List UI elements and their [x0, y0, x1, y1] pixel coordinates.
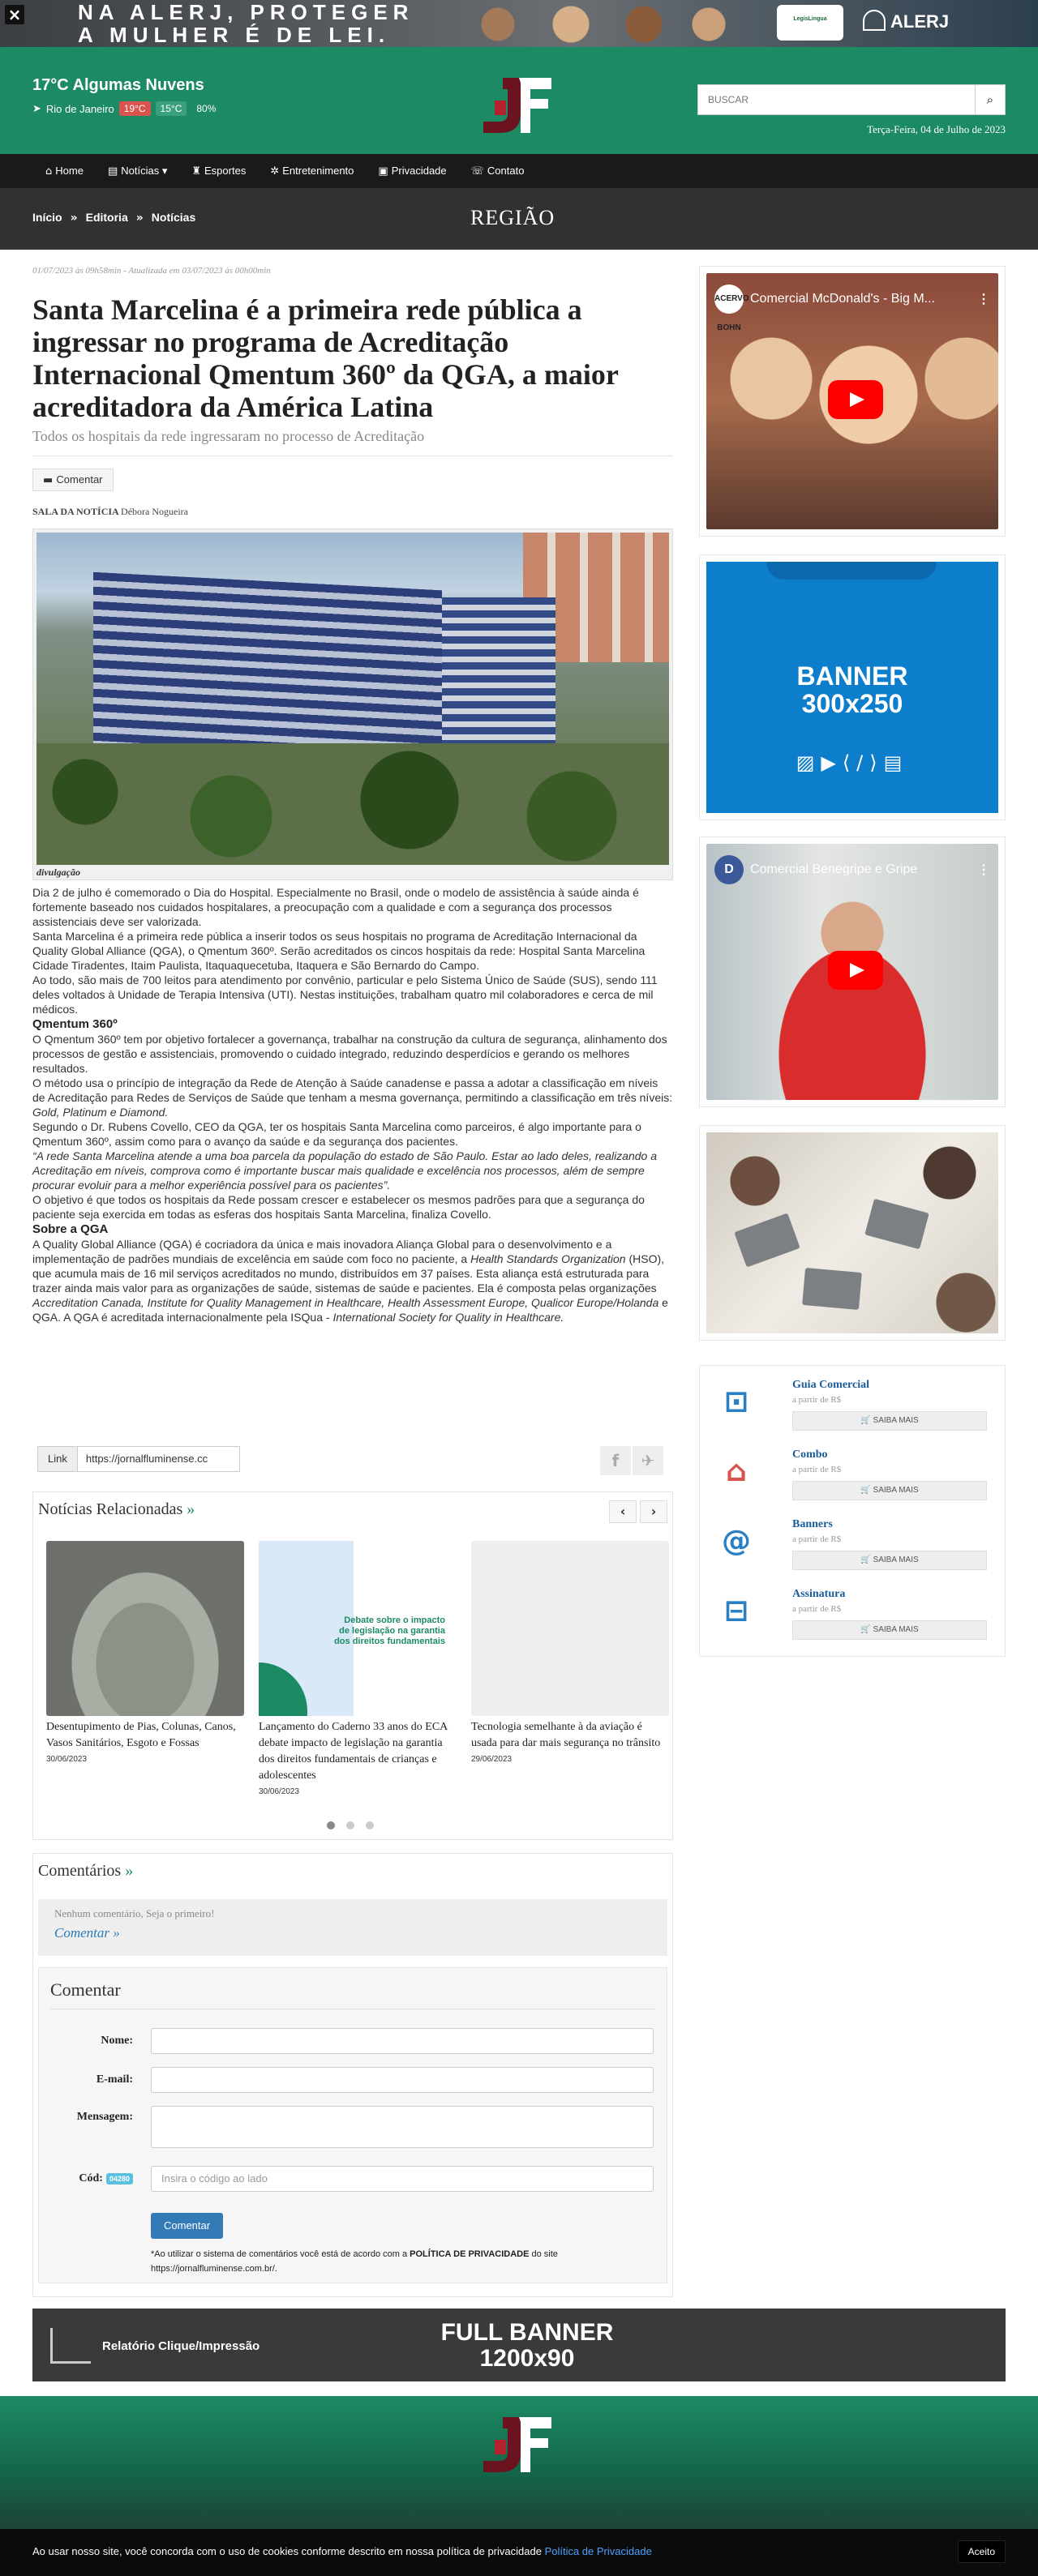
alerj-logo: ALERJ	[863, 10, 949, 32]
service-price: a partir de R$	[792, 1465, 842, 1474]
article-subheading: Sobre a QGA	[32, 1222, 109, 1236]
saiba-mais-button[interactable]: 🛒 SAIBA MAIS	[792, 1551, 987, 1570]
related-date: 30/06/2023	[46, 1755, 88, 1764]
browser-icon: ⊟	[723, 1594, 749, 1628]
top-ad-line1: NA ALERJ, PROTEGER	[78, 0, 414, 24]
cookie-banner	[0, 2529, 1038, 2576]
full-banner-text: FULL BANNER 1200x90	[440, 2319, 614, 2372]
service-price: a partir de R$	[792, 1395, 842, 1405]
article-paragraph: Ao todo, são mais de 700 leitos para atendimento por convênio, particular e pelo Sistema Único de Saúde (SUS), sendo 111 deles voltados à Unidade de Terapia Intensiva (UTI). Nestas instituições, trabalham quatro mil colaboradores e cerca de mil médicos.	[32, 973, 658, 1016]
submit-comment-button[interactable]: Comentar	[151, 2213, 223, 2239]
sidebar-image	[699, 1125, 1006, 1341]
comments-section	[32, 1853, 673, 2297]
chevron-right-icon: »	[70, 212, 78, 225]
carousel-dot[interactable]	[366, 1821, 374, 1829]
weather-city: Rio de Janeiro	[45, 102, 114, 115]
name-label: Nome:	[101, 2035, 133, 2047]
nav-home[interactable]: ⌂ Home	[45, 165, 84, 178]
section-title: REGIÃO	[470, 206, 555, 229]
article-quote: “A rede Santa Marcelina atende a uma boa parcela da população do estado de São Paulo. Estar ao lado deles, realizando a Acreditação em níveis, comprova como é importante buscar mais qualidade e excelência nos processos, além de sempre procurar evoluir para a melhor experiência possível para os pacientes”.	[32, 1149, 658, 1192]
close-icon[interactable]: ×	[5, 5, 24, 24]
service-price: a partir de R$	[792, 1604, 842, 1614]
service-price: a partir de R$	[792, 1534, 842, 1544]
chevron-right-icon: »	[135, 212, 144, 225]
article-headline: Santa Marcelina é a primeira rede pública a ingressar no programa de Acreditação Internacional Qmentum 360º da QGA, a maior acreditadora da América Latina	[32, 293, 619, 423]
article-paragraph: Dia 2 de julho é comemorado o Dia do Hospital. Especialmente no Brasil, onde o modelo de assistência à saúde ainda é fortemente baseado nos cuidados hospitalares, a preocupação com a qualidade e com a segurança dos processos assistenciais deve ser valorizada.	[32, 886, 639, 928]
related-title-text: Tecnologia semelhante à da aviação é usada para dar mais segurança no trânsito	[471, 1721, 661, 1749]
service-name[interactable]: Guia Comercial	[792, 1379, 870, 1391]
service-item[interactable]	[708, 1513, 997, 1575]
top-ad-badge: LegisLingua	[777, 5, 843, 41]
related-image	[259, 1541, 457, 1716]
no-comments-box	[38, 1899, 667, 1956]
banner-tab	[766, 562, 937, 580]
top-ad-line2: A MULHER É DE LEI.	[78, 23, 391, 47]
video-player[interactable]	[706, 273, 998, 529]
carousel-dots	[327, 1821, 374, 1829]
video-title: Comercial McDonald's - Big M...	[750, 292, 935, 306]
sidebar-services	[699, 1365, 1006, 1657]
main-nav	[0, 154, 1038, 188]
top-ad-banner[interactable]	[0, 0, 1038, 47]
related-title-text: Desentupimento de Pias, Colunas, Canos, Vasos Sanitários, Esgoto e Fossas	[46, 1721, 236, 1749]
service-name[interactable]: Banners	[792, 1518, 833, 1530]
weather-humidity: 80%	[191, 101, 221, 116]
media-icons: ▨▶⟨/⟩▤	[796, 751, 909, 774]
channel-avatar: D	[714, 855, 744, 884]
permalink-url[interactable]: https://jornalfluminense.cc	[78, 1446, 240, 1472]
search-bar	[697, 84, 1006, 115]
cookie-text: Ao usar nosso site, você concorda com o uso de cookies conforme descrito em nossa política de privacidade Política de Privacidade	[32, 2545, 652, 2557]
play-icon[interactable]	[828, 380, 883, 419]
footer-logo[interactable]	[478, 2412, 555, 2475]
comment-icon: ▬	[43, 474, 57, 486]
permalink-label: Link	[37, 1446, 78, 1472]
photo-caption: divulgação	[36, 867, 80, 878]
comment-form	[38, 1967, 667, 2283]
channel-avatar: ACERVO BOHN	[714, 285, 744, 314]
more-vert-icon[interactable]: ⋮	[977, 293, 990, 306]
section-bar	[0, 188, 1038, 250]
article-meta: 01/07/2023 às 09h58min - Atualizada em 03/07/2023 às 00h00min	[32, 266, 271, 276]
breadcrumb-editoria[interactable]: Editoria	[85, 211, 128, 224]
more-vert-icon[interactable]: ⋮	[977, 863, 990, 877]
article-byline: SALA DA NOTÍCIA Débora Nogueira	[32, 506, 188, 517]
comment-link[interactable]: Comentar »	[54, 1925, 120, 1941]
sidebar-banner	[699, 554, 1006, 820]
related-item[interactable]	[259, 1541, 457, 1796]
phone-icon: ☏	[470, 165, 484, 178]
article-paragraph: A Quality Global Alliance (QGA) é cocriadora da única e mais inovadora Aliança Global para o desenvolvimento e a implementação de padrões mundiais de excelência em saúde com foco no paciente, a Health Standards Organization (HSO), que acumula mais de 16 mil serviços acreditados no mundo, distribuídos em 37 países. Esta aliança está estruturada para trazer ainda mais valor para as organizações de saúde, sistemas de saúde e pacientes. Ela é composta pelas organizações Accreditation Canada, Institute for Quality Management in Healthcare, Health Assessment Europe, Qualicor Europe/Holanda e QGA. A QGA é acreditada internacionalmente pela ISQua - International Society for Quality in Healthcare.	[32, 1238, 668, 1324]
banner-text: BANNER 300x250	[796, 661, 908, 718]
alerj-dome-icon	[863, 10, 886, 31]
related-item[interactable]	[46, 1541, 244, 1764]
comment-form-title: Comentar	[50, 1979, 121, 2000]
carousel-dot[interactable]	[327, 1821, 335, 1829]
weather-temp: 17°C Algumas Nuvens	[32, 76, 204, 94]
sidebar-photo[interactable]	[706, 1132, 998, 1333]
search-input[interactable]	[697, 84, 975, 115]
comments-title: Comentários »	[38, 1862, 134, 1880]
facebook-icon[interactable]: f	[600, 1446, 631, 1475]
related-image	[471, 1541, 669, 1716]
related-news	[32, 1491, 673, 1840]
related-image-caption: Debate sobre o impacto de legislação na garantia dos direitos fundamentais	[334, 1615, 445, 1646]
at-icon: @	[722, 1525, 751, 1558]
nav-noticias[interactable]: ▤ Notícias ▾	[107, 165, 168, 178]
breadcrumb-inicio[interactable]: Início	[32, 211, 62, 224]
nav-contato[interactable]: ☏ Contato	[470, 165, 525, 178]
article-paragraph: O método usa o princípio de integração da Rede de Atenção à Saúde canadense e passa a adotar a classificação em níveis de Acreditação para Redes de Serviços de Saúde que tenham a mesma governança, permitindo a classificação em três níveis: Gold, Platinum e Diamond.	[32, 1076, 673, 1119]
related-title: Notícias Relacionadas »	[38, 1500, 195, 1518]
video-player[interactable]	[706, 844, 998, 1100]
privacy-link[interactable]: Política de Privacidade	[544, 2545, 652, 2557]
breadcrumb-noticias[interactable]: Notícias	[151, 211, 196, 224]
guide-icon: ⊡	[723, 1385, 749, 1419]
photo-trees	[36, 743, 669, 865]
play-icon[interactable]	[828, 951, 883, 990]
saiba-mais-button[interactable]: 🛒 SAIBA MAIS	[792, 1411, 987, 1431]
message-label: Mensagem:	[76, 2111, 133, 2123]
full-banner[interactable]	[32, 2309, 1006, 2381]
article-paragraph: Segundo o Dr. Rubens Covello, CEO da QGA, ter os hospitais Santa Marcelina como parceiros, é algo importante para o Qmentum 360º, assim como para o avanço da saúde e da segurança dos pacientes.	[32, 1120, 641, 1148]
banner-300x250[interactable]	[706, 562, 998, 813]
service-item[interactable]	[708, 1374, 997, 1436]
accept-cookies-button[interactable]: Aceito	[958, 2540, 1006, 2563]
trophy-icon: ♜	[191, 165, 202, 178]
article-photo[interactable]	[36, 533, 669, 865]
video-title: Comercial Benegripe e Gripe	[750, 862, 918, 876]
comment-button[interactable]: ▬ Comentar	[32, 469, 114, 491]
no-comments-text: Nenhum comentário, Seja o primeiro!	[54, 1907, 215, 1919]
carousel-next-button[interactable]: ›	[640, 1500, 667, 1523]
email-field[interactable]	[151, 2067, 654, 2093]
combo-icon: ⌂	[726, 1455, 747, 1488]
carousel-prev-button[interactable]: ‹	[609, 1500, 637, 1523]
article-subtitle: Todos os hospitais da rede ingressaram no processo de Acreditação	[32, 428, 425, 444]
saiba-mais-button[interactable]: 🛒 SAIBA MAIS	[792, 1481, 987, 1500]
lock-icon: ▣	[378, 165, 388, 178]
related-date: 29/06/2023	[471, 1755, 513, 1764]
film-icon: ✲	[270, 165, 280, 178]
location-icon: ➤	[32, 102, 41, 114]
saiba-mais-button[interactable]: 🛒 SAIBA MAIS	[792, 1620, 987, 1640]
report-chart-icon	[50, 2328, 91, 2364]
site-header	[0, 47, 1038, 154]
service-item[interactable]	[708, 1444, 997, 1505]
weather-max: 19°C	[119, 101, 151, 116]
privacy-notice: *Ao utilizar o sistema de comentários você está de acordo com a POLÍTICA DE PRIVACIDADE do site https://jornalfluminense.com.br/.	[151, 2249, 558, 2274]
captcha-code: 04280	[106, 2173, 133, 2184]
search-icon: ⌕	[986, 92, 994, 107]
related-date: 30/06/2023	[259, 1787, 300, 1796]
email-label: E-mail:	[96, 2073, 133, 2086]
message-field[interactable]	[151, 2106, 654, 2148]
current-date: Terça-Feira, 04 de Julho de 2023	[867, 123, 1006, 135]
report-label[interactable]: Relatório Clique/Impressão	[102, 2339, 260, 2353]
breadcrumb	[32, 211, 195, 225]
twitter-icon[interactable]: ✈	[633, 1446, 663, 1475]
carousel-dot[interactable]	[346, 1821, 354, 1829]
share-buttons	[600, 1446, 663, 1475]
weather-min: 15°C	[156, 101, 187, 116]
article-figure	[32, 528, 673, 880]
nav-esportes[interactable]: ♜ Esportes	[191, 165, 247, 178]
nav-privacidade[interactable]: ▣ Privacidade	[378, 165, 447, 178]
site-logo[interactable]	[478, 73, 555, 136]
code-field[interactable]: Insira o código ao lado	[151, 2166, 654, 2192]
article-subheading: Qmentum 360º	[32, 1017, 118, 1031]
service-name[interactable]: Combo	[792, 1448, 828, 1461]
article-paragraph: O objetivo é que todos os hospitais da Rede possam crescer e estabelecer os mesmos padrões para que a segurança do paciente seja exercida em todas as esferas dos hospitais Santa Marcelina, finaliza Covello.	[32, 1193, 645, 1221]
article-paragraph: O Qmentum 360º tem por objetivo fortalecer a governança, trabalhar na construção da cultura de segurança, alinhamento dos processos de gestão e assistenciais, promovendo o cuidado integrado, reduzindo desperdícios e gerando os melhores resultados.	[32, 1033, 667, 1075]
article-paragraph: Santa Marcelina é a primeira rede pública a inserir todos os seus hospitais no programa de Acreditação Internacional da Quality Global Alliance (QGA), o Qmentum 360º. Serão acreditados os cincos hospitais da rede: Hospital Santa Marcelina Cidade Tiradentes, Itaim Paulista, Itaquaquecetuba, Itaquera e São Bernardo do Campo.	[32, 930, 646, 972]
article-body	[32, 885, 673, 1324]
home-icon: ⌂	[45, 165, 53, 178]
related-item[interactable]	[471, 1541, 669, 1764]
nav-entretenimento[interactable]: ✲ Entretenimento	[270, 165, 354, 178]
newspaper-icon: ▤	[107, 165, 118, 178]
sidebar-video-2	[699, 837, 1006, 1107]
search-button[interactable]	[975, 84, 1006, 115]
related-image	[46, 1541, 244, 1716]
permalink-box	[37, 1446, 240, 1472]
related-title-text: Lançamento do Caderno 33 anos do ECA debate impacto de legislação na garantia dos direitos fundamentais de crianças e adolescentes	[259, 1721, 448, 1782]
name-field[interactable]	[151, 2028, 654, 2054]
service-item[interactable]	[708, 1583, 997, 1645]
sidebar-video-1	[699, 266, 1006, 537]
weather-widget	[32, 76, 221, 116]
top-ad-people-image	[465, 0, 733, 47]
code-label: Cód: 04280	[79, 2172, 133, 2185]
service-name[interactable]: Assinatura	[792, 1588, 846, 1600]
